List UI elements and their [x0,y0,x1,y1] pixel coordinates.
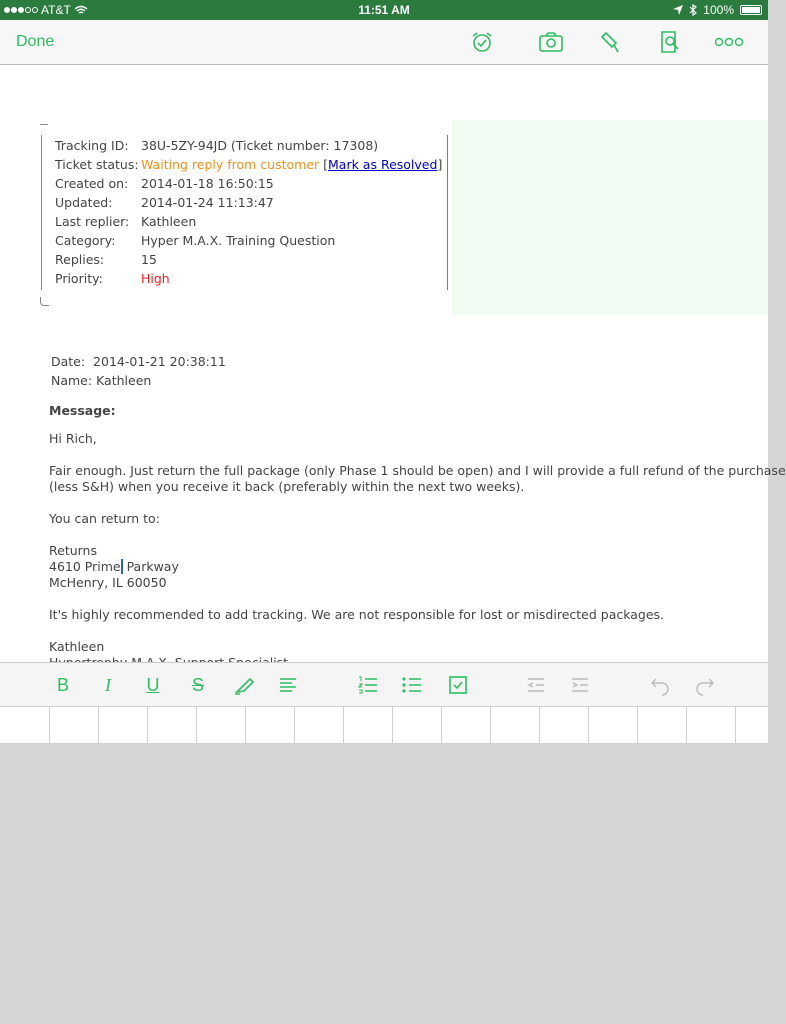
tracking-row: Tracking ID: 38U-5ZY-94JD (Ticket number: 17308) [55,138,379,153]
note-editor[interactable] [0,65,786,662]
shortcut-key[interactable] [490,707,539,743]
clock: 11:51 AM [358,3,410,17]
carrier-label: AT&T [41,3,71,17]
shortcut-key[interactable] [588,707,637,743]
category-row: Category: Hyper M.A.X. Training Question [55,233,336,248]
status-row: Ticket status: Waiting reply from customer [Mark as Resolved] [55,157,443,172]
return-to-text: You can return to: [49,511,160,526]
more-icon[interactable] [714,29,744,55]
bullet-list-icon[interactable] [400,673,424,697]
updated-row: Updated: 2014-01-24 11:13:47 [55,195,274,210]
note-toolbar [0,20,768,65]
message-para-line1: Fair enough. Just return the full package (only Phase 1 should be open) and I will provide a full refund of the purchase [49,463,786,478]
signature-name: Kathleen [49,639,105,654]
done-button[interactable]: Done [16,33,55,50]
pen-icon[interactable] [598,29,624,55]
align-icon[interactable] [276,673,300,697]
redo-icon[interactable] [693,673,717,697]
message-date: Date: 2014-01-21 20:38:11 [51,354,226,369]
italic-icon[interactable]: I [105,674,111,695]
shortcut-key[interactable] [196,707,245,743]
address-line1: Returns [49,543,97,558]
shortcut-key[interactable] [392,707,441,743]
tracking-note: It's highly recommended to add tracking. We are not responsible for lost or misdirected packages. [49,607,665,622]
indent-icon[interactable] [568,673,592,697]
block-corner-bottom [40,297,49,306]
search-note-icon[interactable] [657,29,683,55]
location-icon [673,5,683,15]
shortcut-key[interactable] [637,707,686,743]
shortcut-key[interactable] [441,707,490,743]
shortcut-key[interactable] [735,707,768,743]
address-line2: 4610 Prime Parkway [49,559,179,574]
address-line3: McHenry, IL 60050 [49,575,167,590]
checkbox-icon[interactable] [446,673,470,697]
format-toolbar [0,662,768,707]
created-row: Created on: 2014-01-18 16:50:15 [55,176,274,191]
camera-icon[interactable] [538,29,564,55]
shortcut-key[interactable] [245,707,294,743]
outdent-icon[interactable] [524,673,548,697]
replies-row: Replies: 15 [55,252,157,267]
highlighter-icon[interactable] [232,673,256,697]
message-name: Name: Kathleen [51,373,152,388]
bluetooth-icon [689,4,697,16]
priority-value: High [141,271,170,286]
battery-icon [740,5,762,15]
block-corner-top [40,124,48,129]
bold-icon[interactable]: B [56,674,69,695]
message-heading: Message: [49,403,116,418]
highlight-block [452,120,768,315]
shortcut-key[interactable] [98,707,147,743]
shortcut-key[interactable] [49,707,98,743]
ticket-info-block [41,135,448,290]
status-bar [0,0,768,20]
battery-percent: 100% [703,3,734,17]
keyboard-shortcut-row [0,706,768,744]
shortcut-key[interactable] [343,707,392,743]
shortcut-key[interactable] [147,707,196,743]
numbered-list-icon[interactable] [356,673,380,697]
replier-row: Last replier: Kathleen [55,214,197,229]
underline-icon[interactable]: U [146,674,160,695]
alarm-icon[interactable] [469,29,495,55]
strikethrough-icon[interactable]: S [191,674,204,695]
undo-icon[interactable] [648,673,672,697]
status-value: Waiting reply from customer [141,157,320,172]
shortcut-key[interactable] [0,707,49,743]
shortcut-key[interactable] [294,707,343,743]
message-para-line2: (less S&H) when you receive it back (preferably within the next two weeks). [49,479,525,494]
shortcut-key[interactable] [686,707,735,743]
shortcut-key[interactable] [539,707,588,743]
mark-resolved-link[interactable]: Mark as Resolved [328,157,438,172]
priority-row: Priority: High [55,271,170,286]
message-greeting: Hi Rich, [49,431,97,446]
